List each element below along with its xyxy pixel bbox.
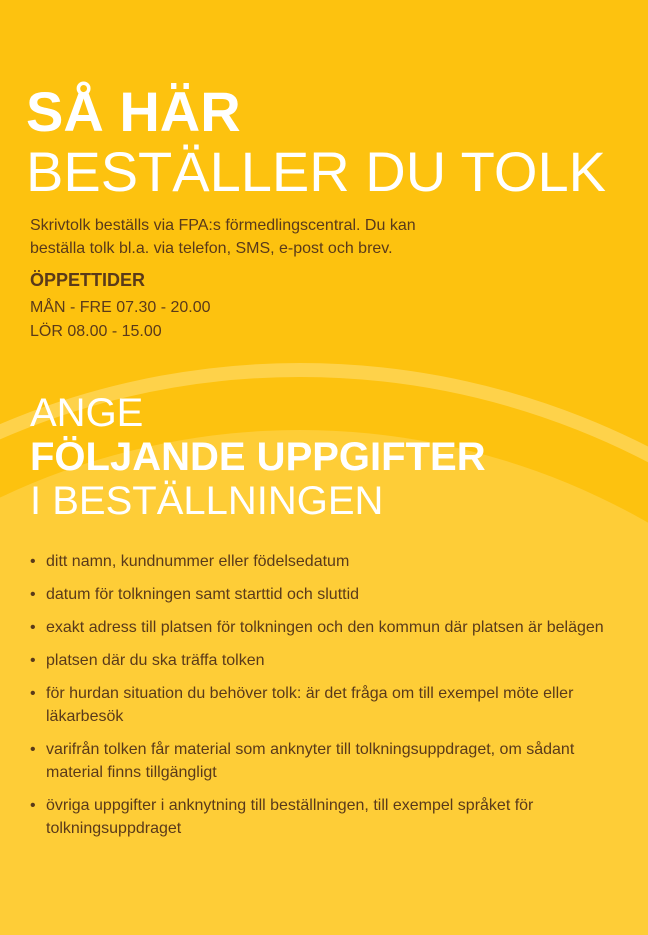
list-item — [30, 794, 610, 840]
list-item-text: exakt adress till platsen för tolkningen och den kommun där platsen är belägen — [46, 619, 604, 636]
section-heading-line-3: I BESTÄLLNINGEN — [30, 479, 384, 523]
page-title-line-2: BESTÄLLER DU TOLK — [26, 140, 606, 203]
opening-hours-heading: ÖPPETTIDER — [30, 270, 146, 290]
list-item — [30, 616, 610, 639]
bullet-icon: • — [30, 741, 36, 758]
list-item — [30, 649, 610, 672]
page-title-line-1: SÅ HÄR — [26, 80, 241, 143]
list-item — [30, 738, 610, 784]
opening-hours-saturday: LÖR 08.00 - 15.00 — [30, 323, 162, 340]
bullet-icon: • — [30, 797, 36, 814]
list-item-text: platsen där du ska träffa tolken — [46, 652, 265, 669]
bullet-icon: • — [30, 553, 36, 570]
list-item-text: övriga uppgifter i anknytning till beställningen, till exempel språket för tolkningsuppdraget — [46, 797, 534, 837]
list-item-text: datum för tolkningen samt starttid och sluttid — [46, 586, 360, 603]
list-item — [30, 550, 610, 573]
list-item-text: varifrån tolken får material som anknyter till tolkningsuppdraget, om sådant material finns tillgängligt — [46, 741, 575, 781]
bullet-icon: • — [30, 685, 36, 702]
intro-text: Skrivtolk beställs via FPA:s förmedlingscentral. Du kan beställa tolk bl.a. via telefon, SMS, e-post och brev. — [30, 217, 416, 257]
requirements-list — [30, 550, 610, 850]
bullet-icon: • — [30, 586, 36, 603]
list-item — [30, 583, 610, 606]
bullet-icon: • — [30, 619, 36, 636]
bullet-icon: • — [30, 652, 36, 669]
list-item — [30, 682, 610, 728]
opening-hours-weekdays: MÅN - FRE 07.30 - 20.00 — [30, 299, 211, 316]
list-item-text: för hurdan situation du behöver tolk: är det fråga om till exempel möte eller läkarbesök — [46, 685, 574, 725]
section-heading-line-1: ANGE — [30, 391, 144, 435]
list-item-text: ditt namn, kundnummer eller födelsedatum — [46, 553, 350, 570]
section-heading-line-2: FÖLJANDE UPPGIFTER — [30, 435, 486, 479]
